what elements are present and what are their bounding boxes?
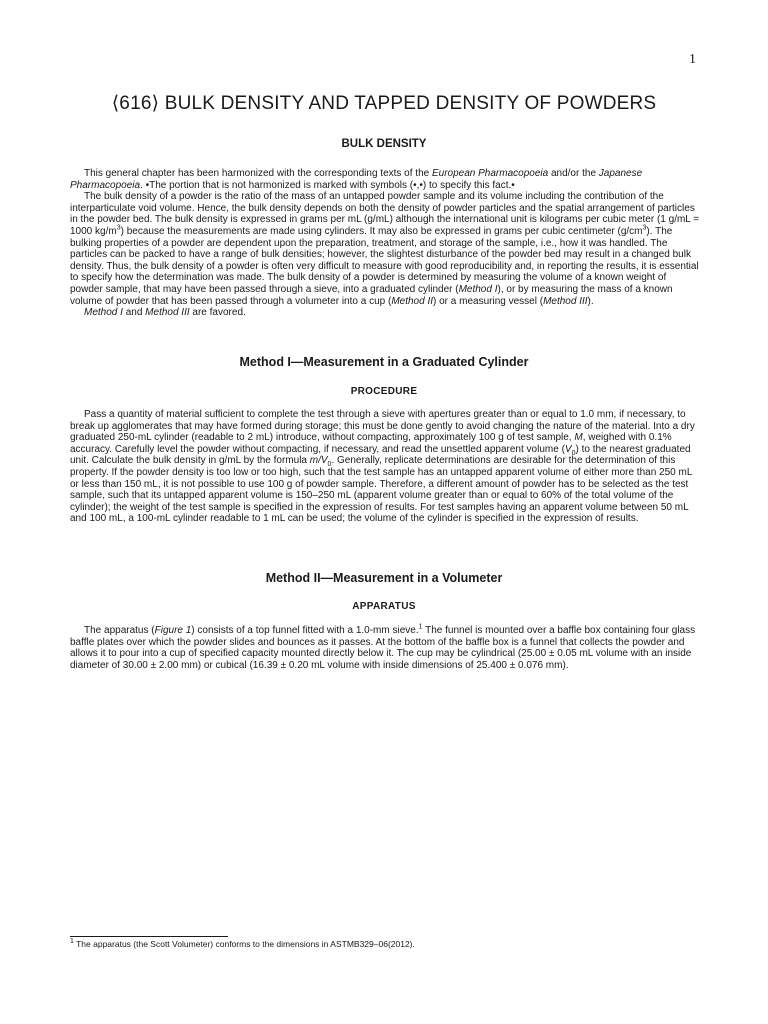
method1-heading: Method I—Measurement in a Graduated Cylinder bbox=[239, 355, 529, 369]
chapter-title: ⟨616⟩ BULK DENSITY AND TAPPED DENSITY OF POWDERS bbox=[111, 93, 657, 114]
footnote-rule bbox=[70, 936, 228, 937]
method2-paragraph: The apparatus (Figure 1) consists of a top funnel fitted with a 1.0-mm sieve.$^1$ The funnel is mounted over a baffle box containing four glass baffle plates over which the powder slides and bounces as it passes. At the bottom of the baffle box is a funnel that collects the powder and allows it to pour into a cup of specified capacity mounted directly below it. The cup may be cylindrical (25.00 ± 0.05 mL volume with an inside diameter of 30.00 ± 2.00 mm) or cubical (16.39 ± 0.20 mL volume with inside dimensions of 25.400 ± 0.076 mm). bbox=[70, 623, 696, 671]
section-heading-bulk-density: BULK DENSITY bbox=[341, 138, 427, 150]
footnote: $^1$ The apparatus (the Scott Volumeter) conforms to the dimensions in ASTMB329–06(2012). bbox=[70, 938, 415, 949]
method1-paragraph: Pass a quantity of material sufficient to complete the test through a sieve with apertures greater than or equal to 1.0 mm, if necessary, to break up agglomerates that may have formed during storage; this must be done gently to avoid changing the nature of the material. Into a dry graduated 250-mL cylinder (readable to 2 mL) introduce, without compacting, approximately 100 g of test sample, M, weighed with 0.1% accuracy. Carefully level the powder without compacting, if necessary, and read the unsettled apparent volume $(V_0)$ to the nearest graduated unit. Calculate the bulk density in g/mL by the formula $m/V_0$. Generally, replicate determinations are desirable for the determination of this property. If the powder density is too low or too high, such that the test sample has an untapped apparent volume of either more than 250 mL or less than 150 mL, it is not possible to use 100 g of powder sample. Therefore, a different amount of powder has to be selected as the test sample, such that its untapped apparent volume is 150–250 mL (apparent volume greater than or equal to 60% of the total volume of the cylinder); the weight of the test sample is specified in the expression of results. For test samples having an apparent volume between 50 mL and 100 mL, a 100-mL cylinder readable to 1 mL can be used; the volume of the cylinder is specified in the expression of results. bbox=[70, 409, 695, 525]
method2-apparatus-subheading: APPARATUS bbox=[352, 601, 416, 612]
method2-heading: Method II—Measurement in a Volumeter bbox=[265, 571, 503, 585]
method2-text-block bbox=[70, 625, 700, 671]
intro-paragraph-definition: The bulk density of a powder is the ratio of the mass of an untapped powder sample and its volume including the contribution of the interparticulate void volume. Hence, the bulk density depends on both the density of powder particles and the spatial arrangement of particles in the powder bed. The bulk density is expressed in grams per mL (g/mL) although the international unit is kilograms per cubic meter (1 g/mL = 1000 $kg/m^3$) because the measurements are made using cylinders. It may also be expressed in grams per cubic centimeter $(g/cm^3)$. The bulking properties of a powder are dependent upon the preparation, treatment, and storage of the sample, i.e., how it was handled. The particles can be packed to have a range of bulk densities; however, the slightest disturbance of the powder bed may result in a changed bulk density. Thus, the bulk density of a powder is often very difficult to measure with good reproducibility and, in reporting the results, it is essential to specify how the determination was made. The bulk density of a powder is determined by measuring the volume of a known weight of powder sample, that may have been passed through a sieve, into a graduated cylinder (Method I), or by measuring the mass of a known volume of powder that has been passed through a volumeter into a cup (Method II) or a measuring vessel (Method III). bbox=[70, 191, 700, 307]
method1-text-block bbox=[70, 409, 700, 525]
intro-paragraph-harmonization: This general chapter has been harmonized with the corresponding texts of the European Pharmacopoeia and/or the Japanese Pharmacopoeia. •The portion that is not harmonized is marked with symbols (•,•) to specify this fact.• bbox=[70, 168, 643, 191]
method1-procedure-subheading: PROCEDURE bbox=[350, 386, 418, 397]
intro-paragraph-favored: Method I and Method III are favored. bbox=[84, 307, 246, 319]
page-number: 1 bbox=[689, 52, 696, 67]
intro-text-block bbox=[70, 168, 700, 319]
